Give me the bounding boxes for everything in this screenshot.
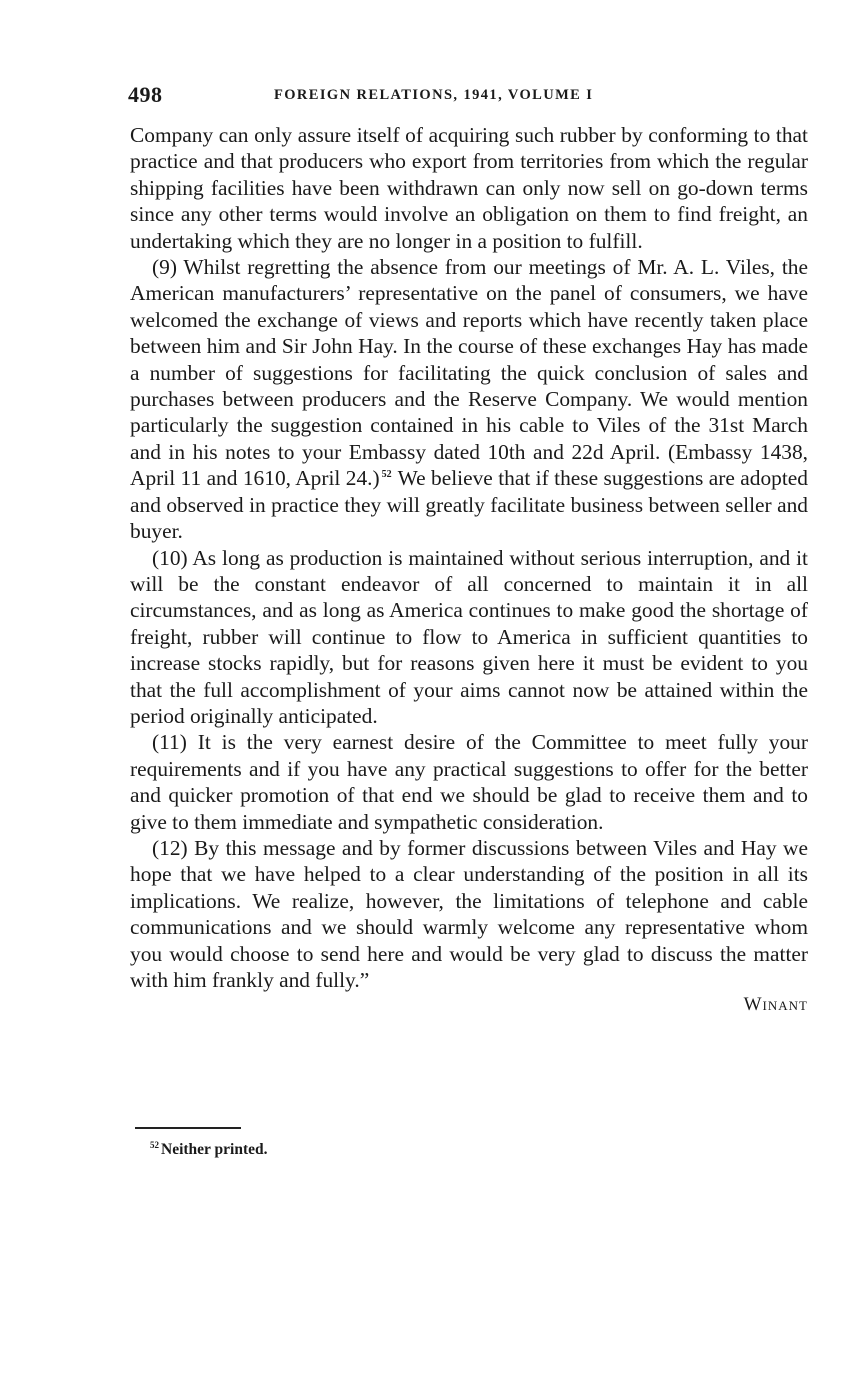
footnote-reference: 52 — [381, 469, 392, 481]
page-number: 498 — [128, 82, 163, 107]
paragraph-9 — [130, 254, 808, 544]
signature: Winant — [743, 994, 808, 1016]
footnote — [150, 1140, 267, 1159]
paragraph-9-text: (9) Whilst regretting the absence from our meetings of Mr. A. L. Viles, the American manufacturers’ representative on the panel of consumers, we have welcomed the exchange of views and reports which have recently taken place between him and Sir John Hay. In the course of these exchanges Hay has made a number of suggestions for facilitating the quick conclusion of sales and purchases between producers and the Reserve Company. We would mention particularly the suggestion contained in his cable to Viles of the 31st March and in his notes to your Embassy dated 10th and 22d April. (Embassy 1438, April 11 and 1610, April 24.) — [130, 255, 808, 491]
body-text — [130, 122, 808, 1019]
paragraph-12: (12) By this message and by former discussions between Viles and Hay we hope that we have helped to a clear understanding of the position in all its implications. We realize, however, the limitations of telephone and cable communications and we should warmly welcome any representative whom you would choose to send here and would be very glad to discuss the matter with him frankly and fully.” — [130, 835, 808, 992]
running-head: FOREIGN RELATIONS, 1941, VOLUME I — [274, 87, 594, 103]
paragraph-10: (10) As long as production is maintained without serious interruption, and it will be the constant endeavor of all concerned to maintain it in all circumstances, and as long as America continues to make good the shortage of freight, rubber will continue to flow to America in sufficient quantities to increase stocks rapidly, but for reasons given here it must be evident to you that the full accomplishment of your aims cannot now be attained within the period originally anticipated. — [130, 545, 808, 728]
paragraph-11: (11) It is the very earnest desire of the Committee to meet fully your requirements and if you have any practical suggestions to offer for the better and quicker promotion of that end we should be glad to receive them and to give to them immediate and sympathetic consideration. — [130, 730, 808, 834]
paragraph-9-text-end: We believe that if these suggestions are adopted and observed in practice they will greatly facilitate business between seller and buyer. — [130, 466, 808, 544]
page-header — [128, 82, 808, 112]
footnote-divider — [135, 1127, 241, 1129]
paragraph-continuation: Company can only assure itself of acquiring such rubber by conforming to that practice and that producers who export from territories from which the regular shipping facilities have been withdrawn can only now sell on go-down terms since any other terms would involve an obligation on them to find freight, an undertaking which they are no longer in a position to fulfill. — [130, 123, 808, 253]
footnote-marker: 52 — [150, 1140, 159, 1150]
footnote-text: Neither printed. — [161, 1141, 268, 1158]
